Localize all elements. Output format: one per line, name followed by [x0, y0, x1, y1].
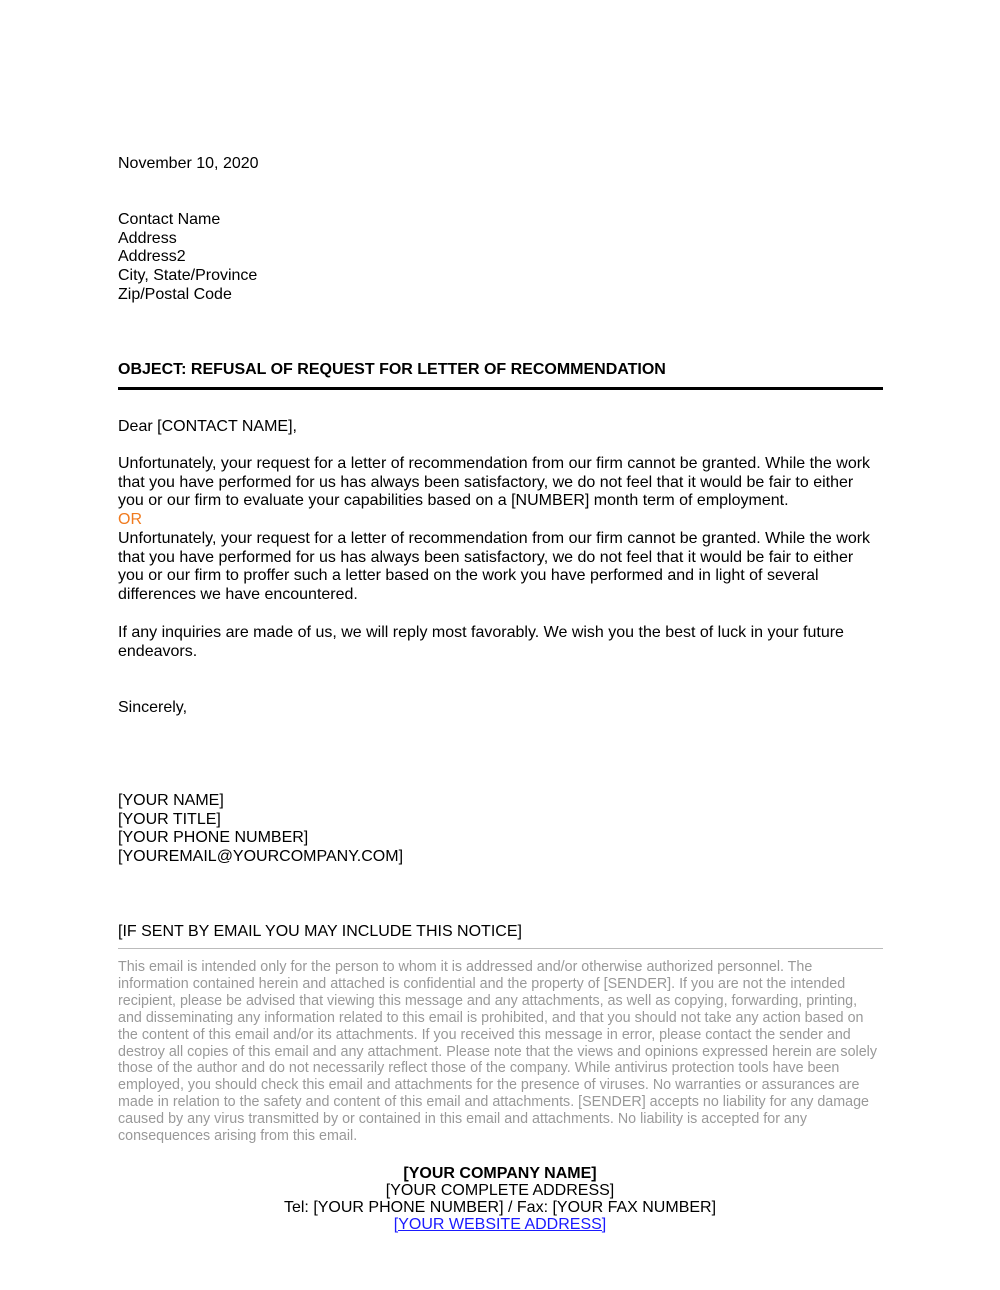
recipient-city: City, State/Province [118, 267, 258, 285]
recipient-address-line2: Address2 [118, 248, 186, 266]
signature-block [118, 792, 883, 867]
recipient-zip: Zip/Postal Code [118, 285, 232, 303]
footer-website-link[interactable]: [YOUR WEBSITE ADDRESS] [393, 1216, 607, 1233]
letter-date: November 10, 2020 [118, 155, 259, 172]
salutation: Dear [CONTACT NAME], [118, 418, 297, 435]
company-footer [0, 1165, 1000, 1233]
signature-phone: [YOUR PHONE NUMBER] [118, 829, 309, 847]
notice-heading: [IF SENT BY EMAIL YOU MAY INCLUDE THIS NOTICE] [118, 923, 522, 940]
footer-company-name: [YOUR COMPANY NAME] [403, 1165, 597, 1182]
email-disclaimer: This email is intended only for the person to whom it is addressed and/or otherwise authorized personnel. The information contained herein and attached is confidential and the property of [SENDER]. If you are not the intended recipient, please be advised that viewing this message and any attachments, as well as copying, forwarding, printing, and disseminating any information related to this email is prohibited, and that you should not take any action based on the content of this email and/or its attachments. If you received this message in error, please contact the sender and destroy all copies of this email and any attachment. Please note that the views and opinions expressed herein are solely those of the author and do not necessarily reflect those of the company. While antivirus protection tools have been employed, you should check this email and attachments for the presence of viruses. No warranties or assurances are made in relation to the safety and content of this email and attachments. [SENDER] accepts no liability for any damage caused by any virus transmitted by or contained in this email and attachments. No liability is accepted for any consequences arising from this email. [118, 959, 877, 1145]
paragraph-closing: If any inquiries are made of us, we will reply most favorably. We wish you the best of luck in your future endeavors. [118, 624, 844, 660]
footer-contact: Tel: [YOUR PHONE NUMBER] / Fax: [YOUR FAX NUMBER] [283, 1199, 717, 1216]
recipient-name: Contact Name [118, 211, 221, 228]
paragraph-option-2: Unfortunately, your request for a letter of recommendation from our firm cannot be granted. While the work that you have performed for us has always been satisfactory, we do not feel that it would be fair to either you or our firm to proffer such a letter based on the work you have performed and in light of several differences we have encountered. [118, 530, 871, 604]
footer-address: [YOUR COMPLETE ADDRESS] [385, 1182, 615, 1199]
recipient-address-line1: Address [118, 229, 177, 247]
subject-divider [118, 387, 883, 390]
signature-email: [YOUREMAIL@YOURCOMPANY.COM] [118, 848, 404, 866]
subject-line: OBJECT: REFUSAL OF REQUEST FOR LETTER OF RECOMMENDATION [118, 361, 666, 378]
signature-title: [YOUR TITLE] [118, 810, 221, 828]
or-label: OR [118, 511, 142, 528]
recipient-address [118, 211, 883, 305]
paragraph-option-1: Unfortunately, your request for a letter of recommendation from our firm cannot be granted. While the work that you have performed for us has always been satisfactory, we do not feel that it would be fair to either you or our firm to evaluate your capabilities based on a [NUMBER] month term of employment. [118, 455, 871, 510]
notice-divider [118, 948, 883, 949]
signature-name: [YOUR NAME] [118, 792, 224, 809]
closing: Sincerely, [118, 699, 188, 716]
